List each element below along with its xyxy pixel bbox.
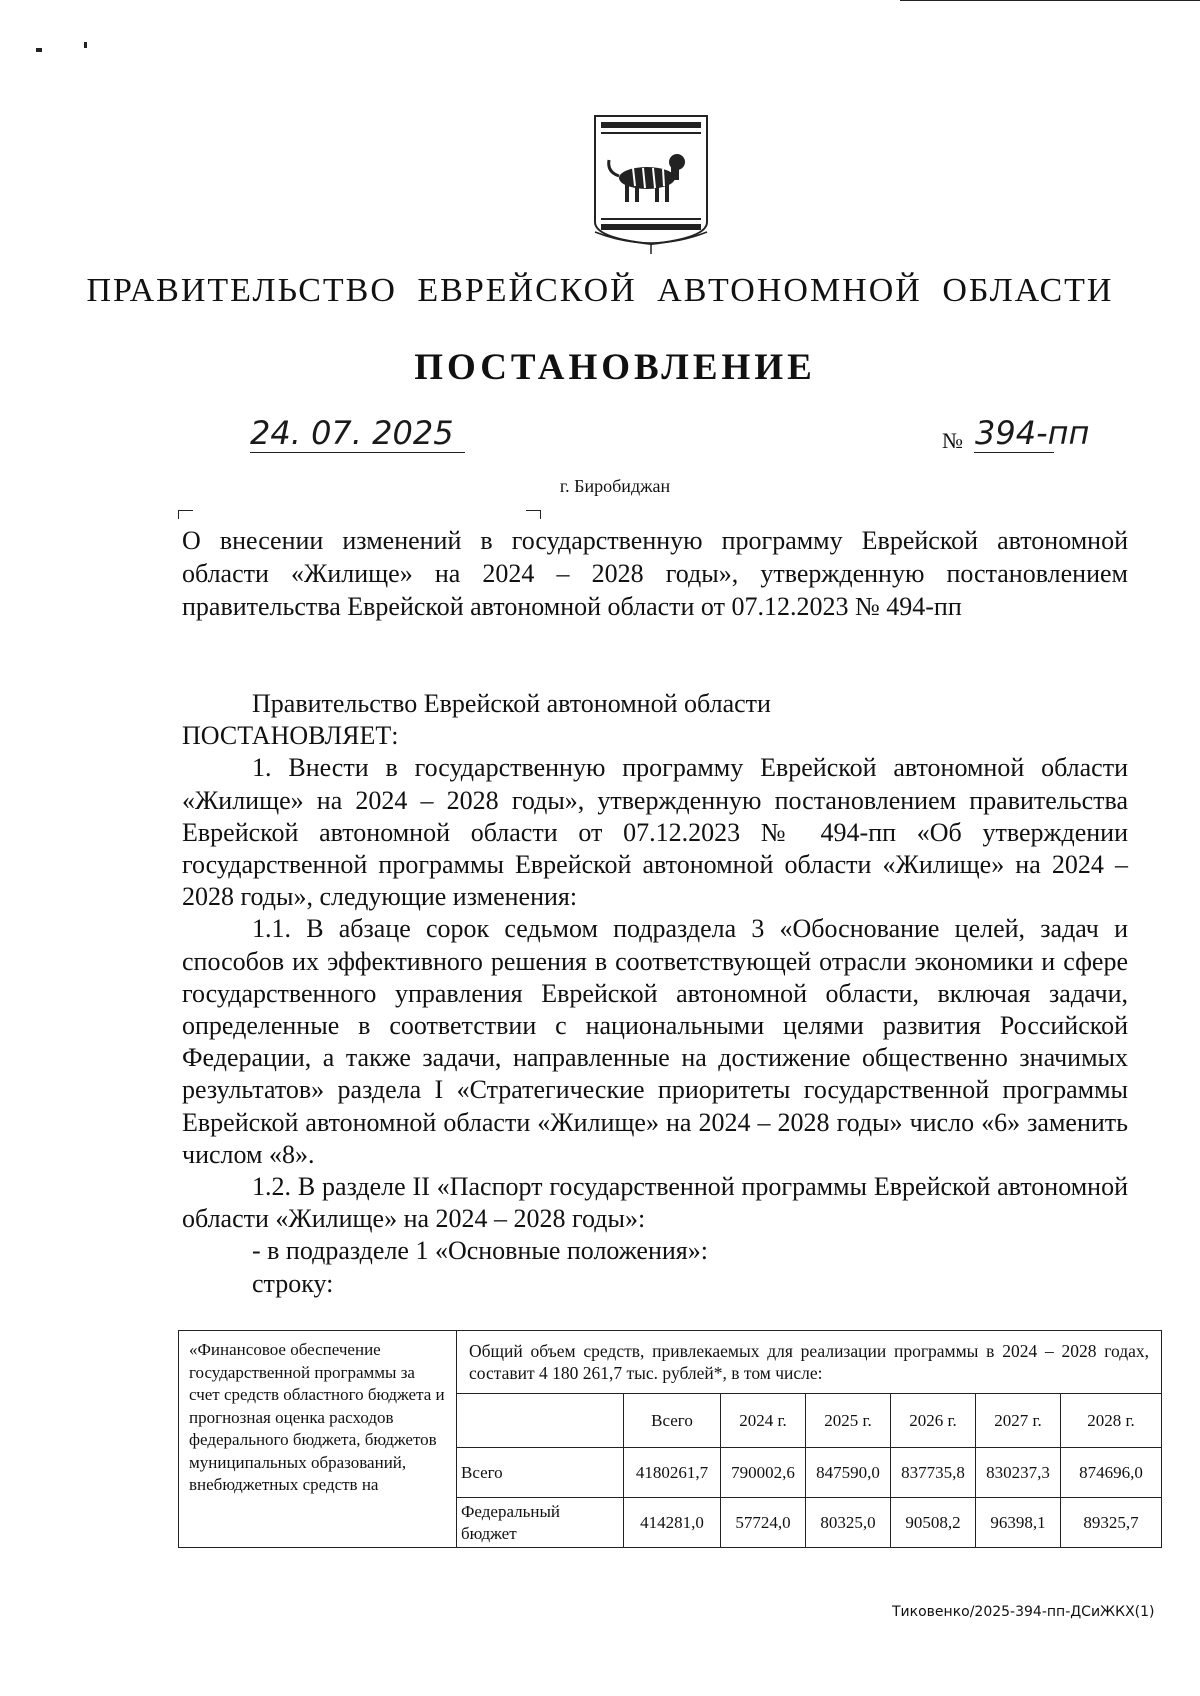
government-title: ПРАВИТЕЛЬСТВО ЕВРЕЙСКОЙ АВТОНОМНОЙ ОБЛАСТИ [86, 272, 1114, 309]
table-cell: 89325,7 [1061, 1498, 1162, 1548]
table-cell: 847590,0 [806, 1448, 891, 1498]
document-type-heading: ПОСТАНОВЛЕНИЕ [414, 347, 816, 388]
table-column-header: 2024 г. [721, 1394, 806, 1448]
table-column-header: Всего [624, 1394, 721, 1448]
document-footer-code: Тиковенко/2025-394-пп-ДСиЖКХ(1) [892, 1604, 1155, 1620]
bracket-corner-left [178, 510, 193, 519]
scan-mark [84, 42, 87, 48]
body-paragraph: - в подразделе 1 «Основные положения»: [252, 1236, 708, 1266]
table-cell: 80325,0 [806, 1498, 891, 1548]
number-label: № [942, 428, 963, 453]
city-name: г. Биробиджан [559, 476, 671, 496]
table-left-cell: «Финансовое обеспечение государственной программы за счет средств областного бюджета и прогнозная оценка расходов федерального бюджета, бюджетов муниципальных образований, внебюджетных средств на [179, 1331, 457, 1548]
table-cell: Федеральный бюджет [457, 1498, 624, 1548]
body-paragraph: 1.2. В разделе II «Паспорт государственной программы Еврейской автономной области «Жилище» на 2024 – 2028 годы»: [182, 1172, 1128, 1234]
coat-of-arms-emblem [591, 114, 711, 256]
table-cell: 96398,1 [976, 1498, 1061, 1548]
table-column-header [457, 1394, 624, 1448]
scan-mark [36, 48, 42, 52]
table-column-header: 2028 г. [1061, 1394, 1162, 1448]
table-cell: 874696,0 [1061, 1448, 1162, 1498]
table-cell: 57724,0 [721, 1498, 806, 1548]
table-column-header: 2025 г. [806, 1394, 891, 1448]
body-paragraph: 1.1. В абзаце сорок седьмом подраздела 3 «Обоснование целей, задач и способов их эффективного решения в соответствующей отрасли экономики и сфере государственного управления Еврейской автономной области, включая задачи, определенные в соответствии с национальными целями развития Российской Федерации, а также задачи, направленные на достижение общественно значимых результатов» раздела I «Стратегические приоритеты государственной программы Еврейской автономной области «Жилище» на 2024 – 2028 годы» число «6» заменить числом «8». [182, 914, 1128, 1169]
body-paragraph: 1. Внести в государственную программу Еврейской автономной области «Жилище» на 2024 – 2028 годы», утвержденную постановлением правительства Еврейской автономной области от 07.12.2023 № 494-пп «Об утверждении государственной программы Еврейской автономной области «Жилище» на 2024 – 2028 годы», следующие изменения: [182, 753, 1128, 912]
table-header-text: Общий объем средств, привлекаемых для реализации программы в 2024 – 2028 годах, составит 4 180 261,7 тыс. рублей*, в том числе: [457, 1331, 1162, 1394]
body-paragraph: Правительство Еврейской автономной области [252, 689, 771, 718]
table-cell: Всего [457, 1448, 624, 1498]
document-subject: О внесении изменений в государственную программу Еврейской автономной области «Жилище» на 2024 – 2028 годы», утвержденную постановлением правительства Еврейской автономной области от 07.12.2023 № 494-пп [182, 526, 1128, 621]
table-cell: 414281,0 [624, 1498, 721, 1548]
bracket-corner-right [526, 510, 541, 519]
table-column-header: 2027 г. [976, 1394, 1061, 1448]
document-body [182, 688, 1128, 1300]
table-cell: 790002,6 [721, 1448, 806, 1498]
table-cell: 90508,2 [891, 1498, 976, 1548]
handwritten-date: 24. 07. 2025 [250, 414, 454, 452]
financing-table [178, 1330, 1162, 1548]
table-cell: 837735,8 [891, 1448, 976, 1498]
body-paragraph: ПОСТАНОВЛЯЕТ: [182, 721, 399, 751]
table-column-header: 2026 г. [891, 1394, 976, 1448]
handwritten-number: 394-пп [975, 414, 1090, 452]
table-cell: 4180261,7 [624, 1448, 721, 1498]
body-paragraph: строку: [252, 1268, 334, 1298]
scan-mark [900, 0, 1200, 1]
number-underline [974, 452, 1054, 453]
table-cell: 830237,3 [976, 1448, 1061, 1498]
date-underline [250, 452, 465, 453]
